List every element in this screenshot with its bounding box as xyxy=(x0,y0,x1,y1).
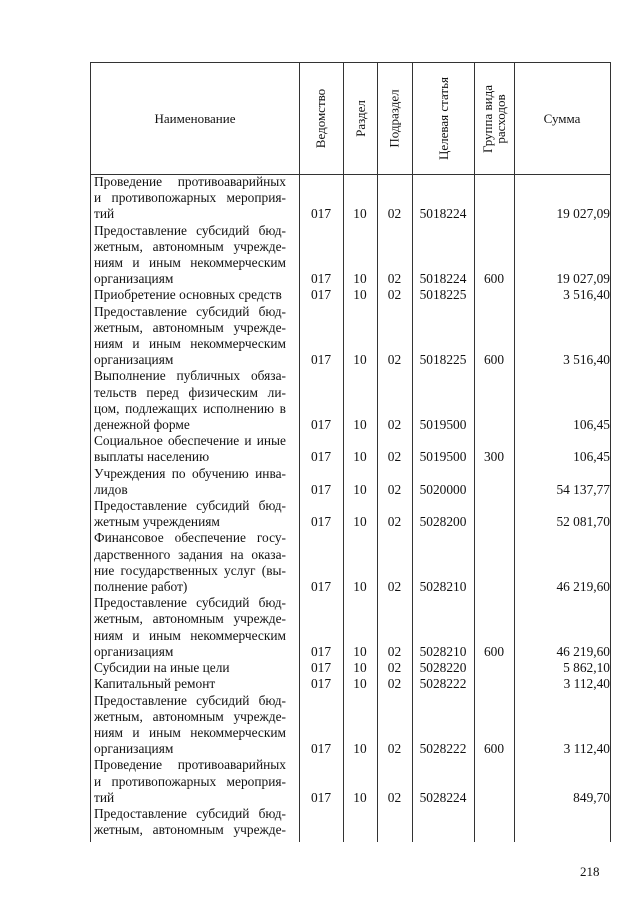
row-vedomstvo: 017 xyxy=(310,789,332,805)
table-body xyxy=(91,174,610,838)
row-podrazdel: 02 xyxy=(387,481,402,497)
row-name xyxy=(91,660,290,676)
table-row xyxy=(91,498,610,530)
row-name xyxy=(91,806,290,838)
row-name xyxy=(91,304,290,369)
row-gruppa: 600 xyxy=(483,352,505,368)
row-name-line: Выполнение публичных обяза- xyxy=(94,368,286,384)
table-row xyxy=(91,223,610,288)
row-celevaya: 5028220 xyxy=(419,660,467,676)
row-vedomstvo: 017 xyxy=(310,352,332,368)
row-name-line: Предоставление субсидий бюд- xyxy=(94,595,286,611)
row-razdel: 10 xyxy=(353,271,367,287)
header-summa-label: Сумма xyxy=(543,110,581,126)
row-name-line: ниям и иным некоммерческим xyxy=(94,724,286,740)
row-podrazdel: 02 xyxy=(387,741,402,757)
table-row xyxy=(91,368,610,433)
header-gruppa-line2: расходов xyxy=(493,93,509,144)
header-celevaya-label: Целевая статья xyxy=(435,76,451,161)
row-celevaya: 5018224 xyxy=(419,271,467,287)
table-row xyxy=(91,693,610,758)
row-vedomstvo: 017 xyxy=(310,676,332,692)
row-summa: 3 516,40 xyxy=(563,287,610,303)
row-name xyxy=(91,466,290,498)
row-name-line: жетным, автономным учрежде- xyxy=(94,611,286,627)
header-vedomstvo xyxy=(299,63,343,174)
row-name-line: жетным учреждениям xyxy=(94,514,220,530)
row-name-line: организациям xyxy=(94,741,174,757)
row-name-line: ниям и иным некоммерческим xyxy=(94,255,286,271)
row-razdel: 10 xyxy=(353,643,367,659)
row-razdel: 10 xyxy=(353,287,367,303)
row-celevaya: 5028210 xyxy=(419,579,467,595)
row-gruppa: 600 xyxy=(483,643,505,659)
row-name xyxy=(91,223,290,288)
row-name-line: и противопожарных мероприя- xyxy=(94,773,286,789)
row-name-line: жетным, автономным учрежде- xyxy=(94,822,286,838)
row-podrazdel: 02 xyxy=(387,449,402,465)
row-name-line: тельств перед физическим ли- xyxy=(94,384,286,400)
header-name-label: Наименование xyxy=(154,110,236,126)
row-summa: 106,45 xyxy=(573,449,610,465)
row-name-line: Субсидии на иные цели xyxy=(94,660,230,676)
row-name-line: Предоставление субсидий бюд- xyxy=(94,805,286,821)
row-name-line: Приобретение основных средств xyxy=(94,287,282,303)
header-razdel xyxy=(343,63,377,174)
table-row xyxy=(91,806,610,838)
row-name xyxy=(91,693,290,758)
table-row xyxy=(91,676,610,692)
row-name-line: Предоставление субсидий бюд- xyxy=(94,692,286,708)
row-razdel: 10 xyxy=(353,481,367,497)
row-celevaya: 5028222 xyxy=(419,741,467,757)
row-summa: 3 516,40 xyxy=(563,352,610,368)
row-name-line: Проведение противоаварийных xyxy=(94,174,286,189)
header-podrazdel-label: Подраздел xyxy=(387,89,403,148)
table-row xyxy=(91,530,610,595)
row-name xyxy=(91,498,290,530)
header-vedomstvo-label: Ведомство xyxy=(313,88,329,149)
table-row xyxy=(91,757,610,806)
row-razdel: 10 xyxy=(353,206,367,222)
row-name xyxy=(91,287,290,303)
row-name xyxy=(91,757,290,806)
row-vedomstvo: 017 xyxy=(310,287,332,303)
row-summa: 5 862,10 xyxy=(563,660,610,676)
row-celevaya: 5018225 xyxy=(419,352,467,368)
row-name-line: организациям xyxy=(94,271,174,287)
row-podrazdel: 02 xyxy=(387,579,402,595)
row-summa: 849,70 xyxy=(573,789,610,805)
row-podrazdel: 02 xyxy=(387,514,402,530)
row-celevaya: 5028224 xyxy=(419,789,467,805)
row-summa: 3 112,40 xyxy=(563,676,610,692)
row-name-line: жетным, автономным учрежде- xyxy=(94,319,286,335)
table-row xyxy=(91,466,610,498)
row-razdel: 10 xyxy=(353,789,367,805)
row-vedomstvo: 017 xyxy=(310,271,332,287)
row-name-line: лидов xyxy=(94,481,128,497)
row-vedomstvo: 017 xyxy=(310,660,332,676)
header-podrazdel xyxy=(377,63,412,174)
row-name-line: организациям xyxy=(94,643,174,659)
header-razdel-label: Раздел xyxy=(352,100,368,137)
row-summa: 19 027,09 xyxy=(556,206,610,222)
row-razdel: 10 xyxy=(353,417,367,433)
row-name-line: выплаты населению xyxy=(94,449,210,465)
row-razdel: 10 xyxy=(353,676,367,692)
row-name-line: дарственного задания на оказа- xyxy=(94,546,286,562)
row-summa: 54 137,77 xyxy=(556,481,610,497)
row-vedomstvo: 017 xyxy=(310,206,332,222)
row-name-line: денежной форме xyxy=(94,417,190,433)
row-name xyxy=(91,595,290,660)
row-name-line: жетным, автономным учрежде- xyxy=(94,708,286,724)
row-summa: 106,45 xyxy=(573,417,610,433)
row-name-line: ние государственных услуг (вы- xyxy=(94,562,286,578)
row-name-line: жетным, автономным учрежде- xyxy=(94,238,286,254)
row-name-line: Проведение противоаварийных xyxy=(94,757,286,773)
row-razdel: 10 xyxy=(353,660,367,676)
row-celevaya: 5019500 xyxy=(419,449,467,465)
header-name xyxy=(91,63,299,174)
row-podrazdel: 02 xyxy=(387,206,402,222)
row-vedomstvo: 017 xyxy=(310,514,332,530)
row-name-line: Капитальный ремонт xyxy=(94,676,216,692)
row-celevaya: 5028200 xyxy=(419,514,467,530)
row-name-line: Социальное обеспечение и иные xyxy=(94,433,286,449)
row-podrazdel: 02 xyxy=(387,352,402,368)
row-name-line: полнение работ) xyxy=(94,579,188,595)
row-celevaya: 5028222 xyxy=(419,676,467,692)
row-summa: 46 219,60 xyxy=(556,579,610,595)
header-gruppa-line1: Группа вида xyxy=(480,84,496,153)
row-name xyxy=(91,174,290,223)
row-name-line: ниям и иным некоммерческим xyxy=(94,627,286,643)
row-vedomstvo: 017 xyxy=(310,449,332,465)
row-razdel: 10 xyxy=(353,579,367,595)
header-gruppa-label xyxy=(481,85,507,153)
row-vedomstvo: 017 xyxy=(310,643,332,659)
row-name xyxy=(91,530,290,595)
row-summa: 52 081,70 xyxy=(556,514,610,530)
row-razdel: 10 xyxy=(353,352,367,368)
row-name-line: Предоставление субсидий бюд- xyxy=(94,222,286,238)
row-name-line: и противопожарных мероприя- xyxy=(94,190,286,206)
row-celevaya: 5018225 xyxy=(419,287,467,303)
header-celevaya xyxy=(412,63,474,174)
row-podrazdel: 02 xyxy=(387,789,402,805)
row-name xyxy=(91,676,290,692)
row-podrazdel: 02 xyxy=(387,287,402,303)
row-gruppa: 600 xyxy=(483,271,505,287)
row-podrazdel: 02 xyxy=(387,660,402,676)
table-row xyxy=(91,174,610,223)
budget-table xyxy=(90,62,611,842)
row-gruppa: 600 xyxy=(483,741,505,757)
row-gruppa: 300 xyxy=(483,449,505,465)
table-header xyxy=(91,63,610,175)
table-row xyxy=(91,660,610,676)
row-podrazdel: 02 xyxy=(387,271,402,287)
row-vedomstvo: 017 xyxy=(310,579,332,595)
row-name-line: цом, подлежащих исполнению в xyxy=(94,400,286,416)
row-name-line: организациям xyxy=(94,352,174,368)
row-celevaya: 5020000 xyxy=(419,481,467,497)
row-vedomstvo: 017 xyxy=(310,741,332,757)
table-row xyxy=(91,304,610,369)
table-row xyxy=(91,287,610,303)
row-celevaya: 5018224 xyxy=(419,206,467,222)
row-podrazdel: 02 xyxy=(387,643,402,659)
row-podrazdel: 02 xyxy=(387,417,402,433)
table-row xyxy=(91,433,610,465)
table-row xyxy=(91,595,610,660)
row-summa: 46 219,60 xyxy=(556,643,610,659)
row-podrazdel: 02 xyxy=(387,676,402,692)
row-summa: 3 112,40 xyxy=(563,741,610,757)
header-summa xyxy=(514,63,610,174)
header-gruppa xyxy=(474,63,514,174)
row-vedomstvo: 017 xyxy=(310,417,332,433)
row-name-line: тий xyxy=(94,206,115,222)
row-name xyxy=(91,433,290,465)
row-name-line: Предоставление субсидий бюд- xyxy=(94,303,286,319)
row-razdel: 10 xyxy=(353,514,367,530)
row-celevaya: 5028210 xyxy=(419,643,467,659)
row-name-line: Финансовое обеспечение госу- xyxy=(94,530,286,546)
page-number: 218 xyxy=(580,864,600,879)
row-name xyxy=(91,368,290,433)
row-name-line: Учреждения по обучению инва- xyxy=(94,465,286,481)
row-vedomstvo: 017 xyxy=(310,481,332,497)
row-summa: 19 027,09 xyxy=(556,271,610,287)
row-razdel: 10 xyxy=(353,449,367,465)
row-name-line: ниям и иным некоммерческим xyxy=(94,336,286,352)
row-celevaya: 5019500 xyxy=(419,417,467,433)
row-name-line: Предоставление субсидий бюд- xyxy=(94,498,286,514)
row-name-line: тий xyxy=(94,789,115,805)
row-razdel: 10 xyxy=(353,741,367,757)
